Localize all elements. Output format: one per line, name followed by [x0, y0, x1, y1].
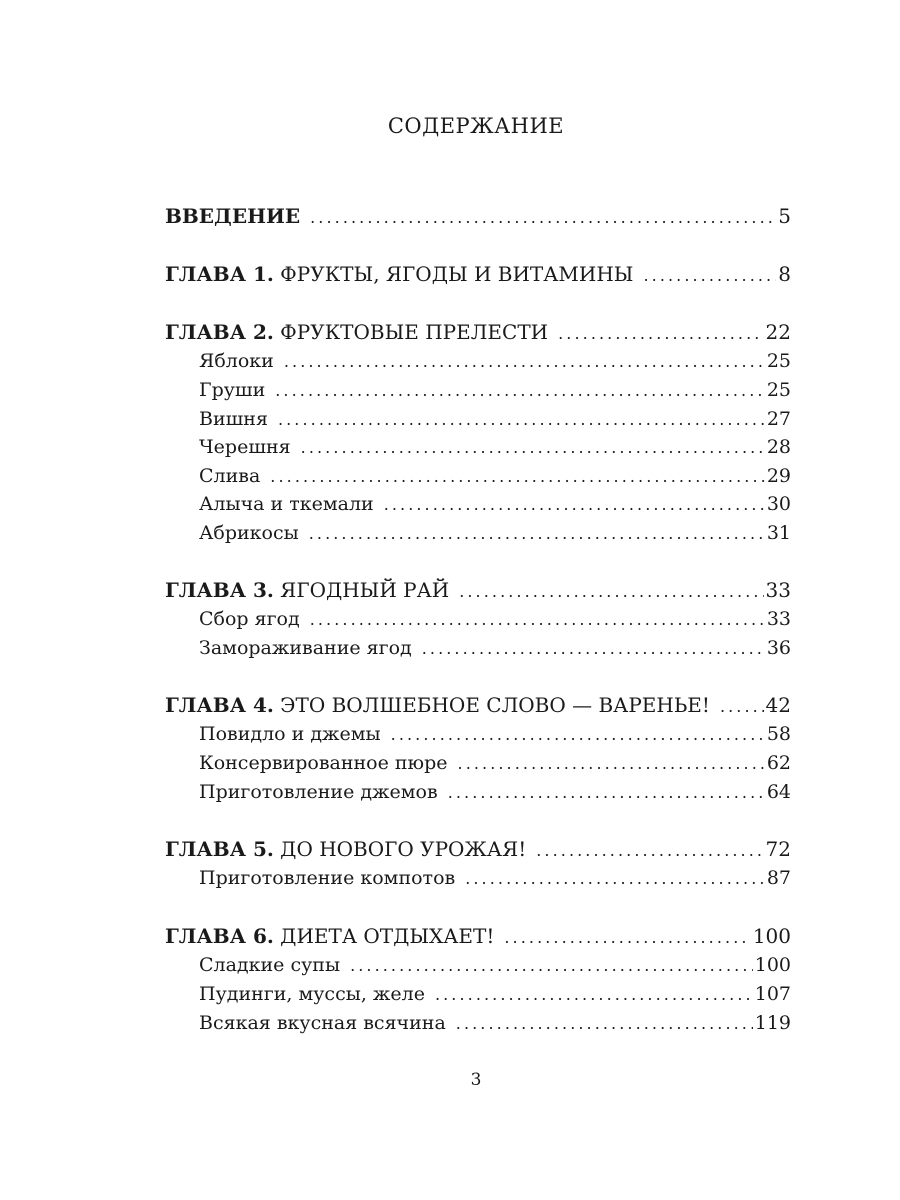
dot-leader — [384, 493, 765, 517]
toc-subentry — [199, 780, 791, 805]
toc-entry — [165, 693, 791, 719]
entry-page: 33 — [765, 578, 791, 602]
entry-label — [165, 320, 548, 344]
entry-page: 62 — [766, 752, 791, 774]
toc-subentry — [199, 722, 791, 747]
toc-entry — [165, 578, 791, 604]
toc-subentry — [199, 378, 791, 403]
entry-text: Вишня — [199, 408, 268, 430]
chapter-prefix: ГЛАВА 6. — [165, 924, 274, 948]
toc-subentry — [199, 349, 791, 374]
dot-leader — [643, 264, 776, 288]
toc-entry — [165, 204, 791, 230]
dot-leader — [422, 637, 765, 661]
entry-text: ДИЕТА ОТДЫХАЕТ! — [273, 924, 495, 948]
page-number: 3 — [470, 1070, 482, 1090]
dot-leader — [435, 983, 753, 1007]
dot-leader — [459, 580, 763, 604]
entry-text: Приготовление компотов — [199, 867, 456, 889]
dot-leader — [270, 465, 765, 489]
dot-leader — [301, 436, 765, 460]
entry-label — [165, 837, 526, 861]
entry-page: 100 — [754, 954, 791, 976]
chapter-prefix: ГЛАВА 2. — [165, 320, 274, 344]
chapter-prefix: ВВЕДЕНИЕ — [165, 204, 301, 228]
dot-leader — [278, 408, 765, 432]
entry-label — [165, 204, 300, 228]
toc-entry — [165, 262, 791, 288]
entry-page: 42 — [765, 693, 791, 717]
entry-page: 25 — [766, 379, 791, 401]
entry-text: Повидло и джемы — [199, 723, 381, 745]
dot-leader — [275, 379, 765, 403]
chapter-prefix: ГЛАВА 3. — [165, 578, 274, 602]
entry-page: 5 — [778, 204, 791, 228]
entry-text: ФРУКТОВЫЕ ПРЕЛЕСТИ — [273, 320, 549, 344]
entry-text: Консервированное пюре — [199, 752, 448, 774]
entry-label — [165, 693, 710, 717]
toc-entry — [165, 837, 791, 863]
entry-text: Черешня — [199, 436, 291, 458]
dot-leader — [536, 839, 763, 863]
toc-subentry — [199, 982, 791, 1007]
entry-page: 30 — [766, 493, 791, 515]
entry-page: 100 — [752, 924, 791, 948]
entry-text: Приготовление джемов — [199, 781, 438, 803]
dot-leader — [391, 723, 765, 747]
entry-page: 72 — [765, 837, 791, 861]
dot-leader — [350, 954, 753, 978]
dot-leader — [310, 608, 765, 632]
entry-page: 29 — [766, 465, 791, 487]
dot-leader — [558, 322, 763, 346]
entry-text: Яблоки — [199, 350, 274, 372]
entry-page: 31 — [766, 522, 791, 544]
entry-text: Груши — [199, 379, 266, 401]
entry-page: 107 — [754, 983, 791, 1005]
toc-subentry — [199, 751, 791, 776]
entry-page: 119 — [754, 1012, 791, 1034]
dot-leader — [720, 695, 764, 719]
entry-text: Замораживание ягод — [199, 637, 412, 659]
entry-text: ФРУКТЫ, ЯГОДЫ И ВИТАМИНЫ — [273, 262, 634, 286]
chapter-prefix: ГЛАВА 4. — [165, 693, 274, 717]
dot-leader — [465, 867, 765, 891]
entry-text: Сладкие супы — [199, 954, 341, 976]
dot-leader — [448, 781, 765, 805]
chapter-prefix: ГЛАВА 1. — [165, 262, 274, 286]
toc-subentry — [199, 953, 791, 978]
chapter-prefix: ГЛАВА 5. — [165, 837, 274, 861]
toc-subentry — [199, 521, 791, 546]
toc-subentry — [199, 492, 791, 517]
dot-leader — [310, 206, 776, 230]
entry-text: ДО НОВОГО УРОЖАЯ! — [273, 837, 527, 861]
entry-page: 58 — [766, 723, 791, 745]
entry-text: Абрикосы — [199, 522, 299, 544]
toc-subentry — [199, 636, 791, 661]
dot-leader — [456, 1012, 753, 1036]
entry-label — [165, 924, 494, 948]
toc-subentry — [199, 607, 791, 632]
entry-page: 27 — [766, 408, 791, 430]
entry-label — [165, 578, 449, 602]
entry-text: Пудинги, муссы, желе — [199, 983, 425, 1005]
entry-page: 28 — [766, 436, 791, 458]
toc-subentry — [199, 464, 791, 489]
entry-label — [165, 262, 633, 286]
entry-page: 36 — [766, 637, 791, 659]
toc-subentry — [199, 407, 791, 432]
entry-page: 87 — [766, 867, 791, 889]
toc-entry — [165, 924, 791, 950]
entry-text: Алыча и ткемали — [199, 493, 374, 515]
toc-subentry — [199, 866, 791, 891]
toc-subentry — [199, 1011, 791, 1036]
entry-page: 64 — [766, 781, 791, 803]
toc-entry — [165, 320, 791, 346]
entry-page: 25 — [766, 350, 791, 372]
toc-title: СОДЕРЖАНИЕ — [387, 114, 565, 138]
dot-leader — [458, 752, 765, 776]
entry-text: ЯГОДНЫЙ РАЙ — [273, 578, 450, 602]
dot-leader — [284, 350, 765, 374]
entry-page: 8 — [778, 262, 791, 286]
entry-page: 33 — [766, 608, 791, 630]
dot-leader — [309, 522, 765, 546]
entry-text: Слива — [199, 465, 261, 487]
entry-text: Всякая вкусная всячина — [199, 1012, 446, 1034]
entry-text: ЭТО ВОЛШЕБНОЕ СЛОВО — ВАРЕНЬЕ! — [273, 693, 710, 717]
dot-leader — [504, 926, 750, 950]
entry-page: 22 — [765, 320, 791, 344]
entry-text: Сбор ягод — [199, 608, 300, 630]
toc-subentry — [199, 435, 791, 460]
